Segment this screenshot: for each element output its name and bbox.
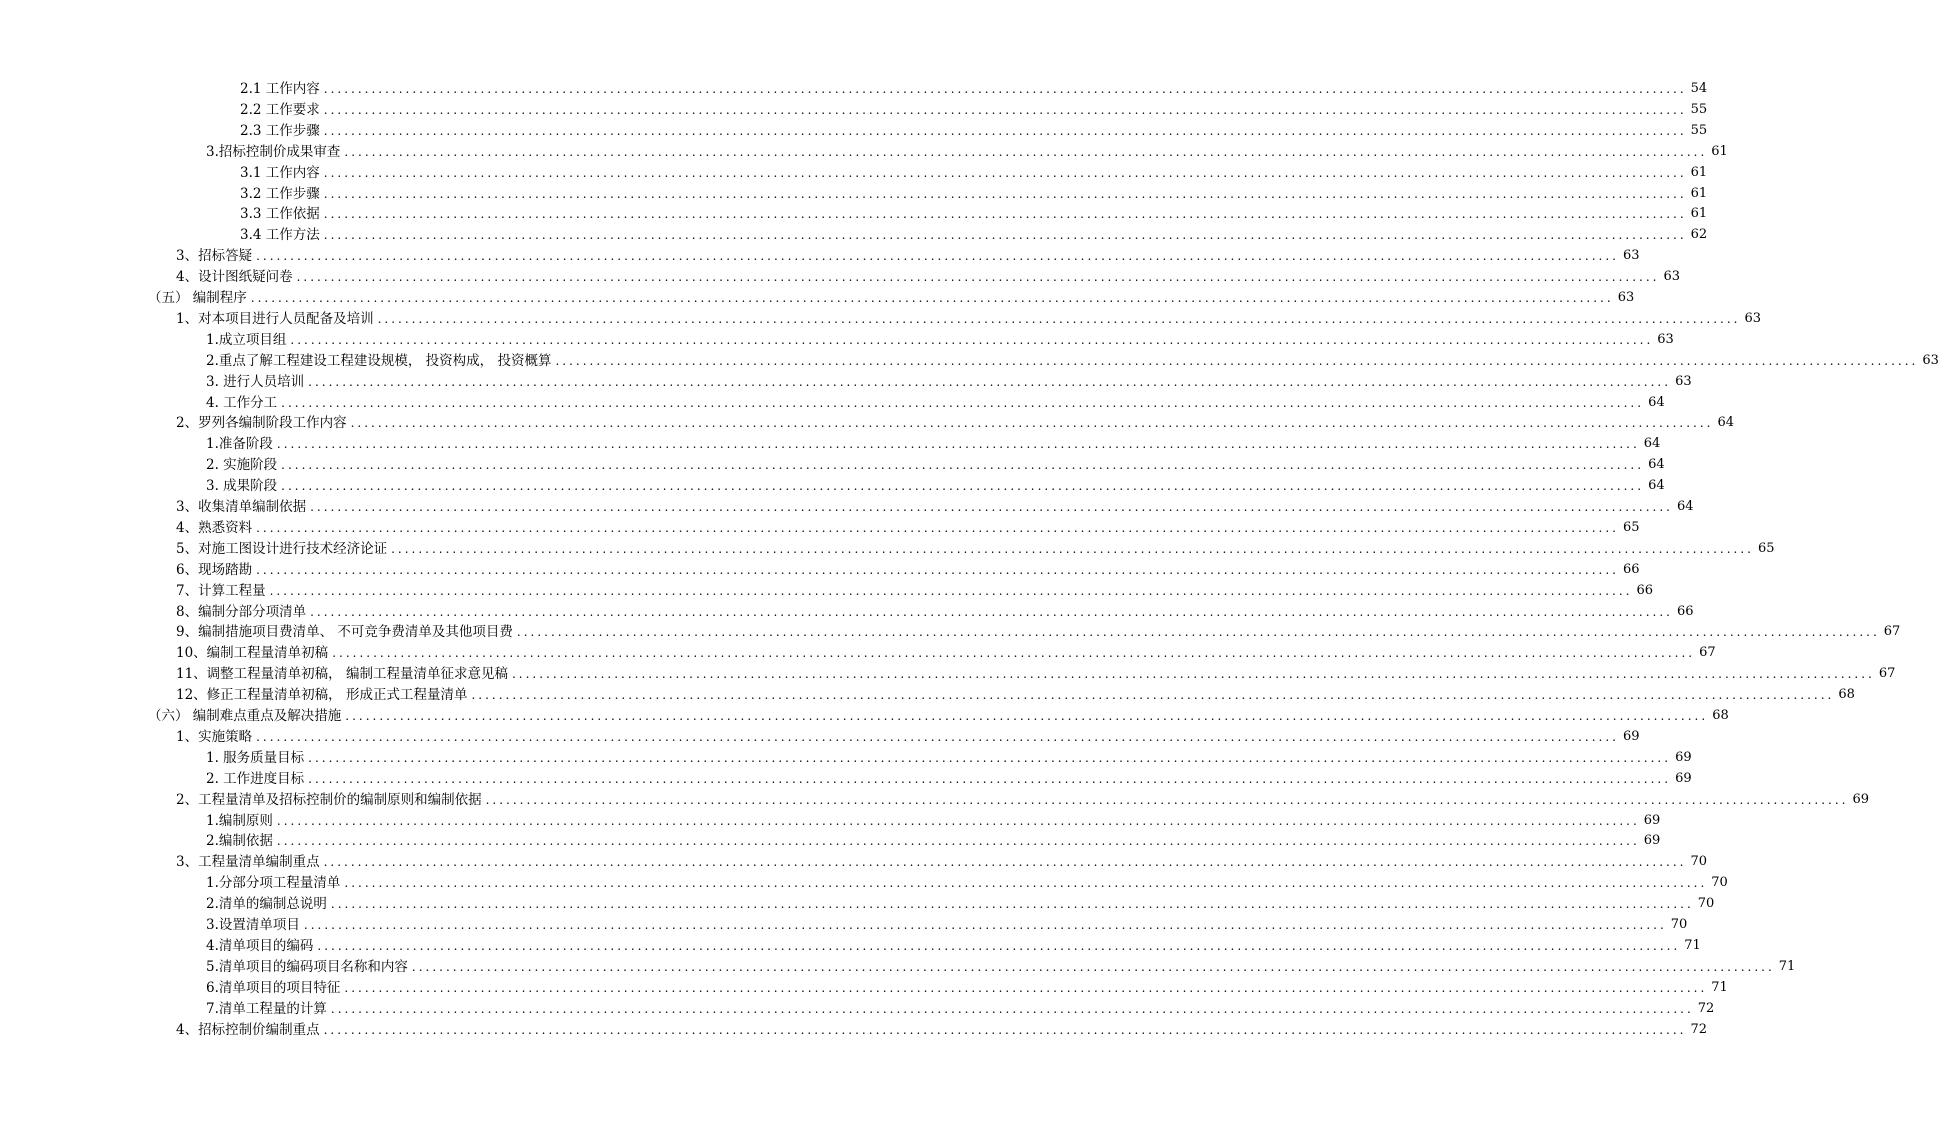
toc-entry-title: 1、对本项目进行人员配备及培训 [176,310,374,327]
toc-dot-leader: ........................................................................................................................................................................................................ [256,729,1619,744]
toc-page-number: 69 [1643,833,1661,849]
toc-entry[interactable] [206,769,1692,789]
toc-entry-title: 1. 服务质量目标 [206,749,305,766]
toc-dot-leader: ........................................................................................................................................................................................................ [332,646,1696,661]
toc-dot-leader: ........................................................................................................................................................................................................ [323,1022,1687,1037]
toc-entry-title: 4、熟悉资料 [176,519,253,536]
toc-entry-title: 2.清单的编制总说明 [206,896,327,913]
toc-page-number: 62 [1690,227,1708,243]
toc-entry[interactable] [206,811,1661,831]
toc-entry-title: 1、实施策略 [176,728,253,745]
toc-dot-leader: ........................................................................................................................................................................................................ [303,918,1667,932]
toc-entry-title: 3. 成果阶段 [206,478,278,495]
toc-page-number: 64 [1643,436,1661,452]
toc-entry-title: 2、罗列各编制阶段工作内容 [176,415,347,432]
toc-dot-leader: ........................................................................................................................................................................................................ [323,207,1687,222]
toc-entry-title: 4.清单项目的编码 [206,937,314,954]
toc-entry[interactable] [176,560,1640,580]
toc-dot-leader: ........................................................................................................................................................................................................ [310,604,1673,619]
toc-dot-leader: ........................................................................................................................................................................................................ [345,709,1709,723]
toc-dot-leader: ........................................................................................................................................................................................................ [323,186,1687,201]
toc-entry-title: 12、修正工程量清单初稿， 形成正式工程量清单 [176,687,468,704]
toc-entry[interactable] [206,957,1796,977]
toc-entry-title: 2.重点了解工程建设工程建设规模， 投资构成， 投资概算 [206,352,552,369]
toc-entry[interactable] [240,100,1708,120]
toc-entry[interactable] [176,1020,1708,1040]
toc-entry[interactable] [176,852,1708,872]
toc-page-number: 54 [1690,81,1708,96]
toc-dot-leader: ........................................................................................................................................................................................................ [256,520,1619,535]
toc-page-number: 66 [1622,561,1640,577]
toc-page-number: 63 [1657,331,1674,347]
toc-page-number: 63 [1622,248,1640,264]
toc-dot-leader: ........................................................................................................................................................................................................ [323,855,1687,870]
toc-dot-leader: ........................................................................................................................................................................................................ [308,750,1672,765]
toc-entry-title: 4. 工作分工 [206,394,278,411]
toc-entry[interactable] [148,706,1729,726]
toc-dot-leader: ........................................................................................................................................................................................................ [411,959,1775,974]
toc-dot-leader: ........................................................................................................................................................................................................ [377,311,1741,326]
toc-page-number: 71 [1778,958,1796,974]
toc-dot-leader: ........................................................................................................................................................................................................ [330,1001,1694,1016]
toc-page-number: 70 [1697,896,1715,912]
toc-entry-title: 2. 工作进度目标 [206,770,305,787]
toc-page-number: 61 [1690,185,1708,201]
toc-entry-title: 9、编制措施项目费清单、 不可竞争费清单及其他项目费 [176,624,513,641]
toc-entry[interactable] [206,873,1728,893]
toc-entry-title: 1.准备阶段 [206,436,273,453]
toc-entry-title: 2.3 工作步骤 [240,122,320,139]
toc-entry[interactable] [240,225,1708,245]
toc-page-number: 69 [1852,791,1870,807]
toc-dot-leader: ........................................................................................................................................................................................................ [391,541,1754,556]
toc-entry-title: 3. 进行人员培训 [206,373,305,390]
toc-page-number: 63 [1675,373,1692,389]
toc-dot-leader: ........................................................................................................................................................................................................ [250,291,1614,305]
toc-page-number: 61 [1690,206,1708,222]
toc-entry-title: 6、现场踏勘 [176,561,253,578]
toc-entry-title: （六） 编制难点重点及解决措施 [148,708,342,724]
toc-entry-title: 2.1 工作内容 [240,81,320,97]
toc-entry[interactable] [206,978,1728,998]
toc-page-number: 72 [1690,1021,1708,1037]
toc-dot-leader: ........................................................................................................................................................................................................ [555,353,1919,368]
toc-entry[interactable] [176,267,1681,287]
toc-entry-title: 3.4 工作方法 [240,227,320,244]
toc-entry-title: 2.编制依据 [206,833,273,850]
toc-entry-title: 5、对施工图设计进行技术经济论证 [176,540,388,557]
toc-dot-leader: ........................................................................................................................................................................................................ [276,813,1640,828]
toc-page-number: 69 [1675,770,1692,786]
toc-page-number: 66 [1636,582,1654,598]
toc-dot-leader: ........................................................................................................................................................................................................ [350,416,1714,431]
toc-dot-leader: ........................................................................................................................................................................................................ [269,583,1633,598]
toc-entry[interactable] [176,497,1694,517]
toc-entry[interactable] [206,748,1692,768]
toc-entry-title: 2、工程量清单及招标控制价的编制原则和编制依据 [176,791,482,808]
toc-entry-title: 3、工程量清单编制重点 [176,854,320,871]
toc-page-number: 65 [1757,540,1775,556]
toc-page-number: 64 [1717,415,1735,431]
toc-entry-title: 4、设计图纸疑问卷 [176,269,293,286]
toc-page-number: 67 [1883,624,1901,640]
toc-entry[interactable] [206,372,1692,392]
toc-dot-leader: ........................................................................................................................................................................................................ [323,82,1687,96]
toc-entry-title: 6.清单项目的项目特征 [206,979,341,996]
toc-entry[interactable] [176,581,1654,601]
toc-entry[interactable] [206,894,1715,914]
toc-entry[interactable] [176,664,1896,684]
toc-page-number: 69 [1643,812,1661,828]
toc-entry[interactable] [176,602,1694,622]
toc-page-number: 70 [1670,917,1688,932]
toc-page-number: 66 [1676,603,1694,619]
toc-page-number: 55 [1690,122,1708,138]
toc-page-number: 65 [1622,519,1640,535]
toc-entry[interactable] [206,142,1728,162]
toc-entry[interactable] [206,393,1665,413]
toc-entry-title: 7、计算工程量 [176,582,266,599]
toc-entry-title: 3、收集清单编制依据 [176,499,307,515]
toc-dot-leader: ........................................................................................................................................................................................................ [281,479,1645,494]
toc-entry[interactable] [240,121,1708,141]
toc-page-number: 70 [1711,875,1728,891]
toc-entry-title: 1.编制原则 [206,812,273,829]
toc-entry[interactable] [176,643,1716,663]
toc-page-number: 64 [1648,394,1665,410]
toc-entry-title: 3.招标控制价成果审查 [206,143,341,160]
toc-page-number: 69 [1622,728,1640,744]
toc-page-number: 69 [1675,749,1692,765]
toc-entry[interactable] [176,622,1901,642]
toc-entry[interactable] [148,288,1635,308]
toc-entry[interactable] [206,831,1661,851]
toc-page-number: 63 [1663,269,1681,285]
toc-page-number: 63 [1922,352,1939,368]
toc-dot-leader: ........................................................................................................................................................................................................ [485,792,1849,807]
toc-entry[interactable] [176,685,1855,705]
toc-entry-title: 1.成立项目组 [206,331,287,348]
toc-entry-title: 3.2 工作步骤 [240,185,320,202]
toc-entry[interactable] [206,330,1674,350]
toc-page-number: 72 [1697,1000,1715,1016]
toc-dot-leader: ........................................................................................................................................................................................................ [323,165,1687,180]
toc-dot-leader: ........................................................................................................................................................................................................ [471,688,1835,703]
toc-dot-leader: ........................................................................................................................................................................................................ [323,102,1687,117]
toc-entry-title: 7.清单工程量的计算 [206,1000,327,1017]
toc-page-number: 64 [1648,457,1665,473]
toc-entry[interactable] [176,790,1870,810]
toc-page-number: 63 [1744,310,1762,326]
toc-entry[interactable] [176,539,1775,559]
toc-dot-leader: ........................................................................................................................................................................................................ [317,938,1681,953]
toc-page-number: 67 [1878,666,1896,682]
toc-page-number: 64 [1676,499,1694,514]
toc-dot-leader: ........................................................................................................................................................................................................ [330,897,1694,912]
toc-entry[interactable] [240,163,1708,183]
toc-entry-title: 2.2 工作要求 [240,101,320,118]
toc-page-number: 71 [1711,979,1728,995]
toc-entry[interactable] [206,434,1661,454]
toc-dot-leader: ........................................................................................................................................................................................................ [344,876,1708,891]
toc-entry[interactable] [206,936,1701,956]
toc-page-number: 55 [1690,101,1708,117]
toc-dot-leader: ........................................................................................................................................................................................................ [323,123,1687,138]
toc-page-number: 70 [1690,854,1708,870]
toc-page-number: 68 [1712,708,1729,723]
toc-dot-leader: ........................................................................................................................................................................................................ [256,562,1619,577]
toc-page-number: 64 [1648,478,1665,494]
toc-entry-title: 5.清单项目的编码项目名称和内容 [206,958,408,975]
toc-entry[interactable] [206,455,1665,475]
toc-dot-leader: ........................................................................................................................................................................................................ [281,458,1645,473]
toc-dot-leader: ........................................................................................................................................................................................................ [511,667,1875,682]
toc-entry[interactable] [176,727,1640,747]
toc-page-number: 71 [1684,937,1701,953]
toc-entry[interactable] [176,518,1640,538]
toc-dot-leader: ........................................................................................................................................................................................................ [290,332,1654,347]
toc-entry-title: （五） 编制程序 [148,290,247,306]
toc-entry[interactable] [206,476,1665,496]
toc-dot-leader: ........................................................................................................................................................................................................ [296,270,1660,285]
toc-entry-title: 2. 实施阶段 [206,457,278,474]
toc-dot-leader: ........................................................................................................................................................................................................ [256,249,1619,264]
toc-entry-title: 10、编制工程量清单初稿 [176,645,329,662]
toc-dot-leader: ........................................................................................................................................................................................................ [344,980,1708,995]
toc-dot-leader: ........................................................................................................................................................................................................ [276,834,1640,849]
toc-entry-title: 3.3 工作依据 [240,206,320,223]
toc-dot-leader: ........................................................................................................................................................................................................ [308,771,1672,786]
toc-entry[interactable] [206,351,1939,371]
toc-entry[interactable] [240,79,1708,99]
toc-entry-title: 3.设置清单项目 [206,917,300,933]
toc-page-number: 63 [1617,290,1635,305]
toc-entry[interactable] [176,246,1640,266]
toc-entry[interactable] [176,309,1762,329]
toc-dot-leader: ........................................................................................................................................................................................................ [310,500,1673,514]
toc-dot-leader: ........................................................................................................................................................................................................ [276,437,1640,452]
toc-dot-leader: ........................................................................................................................................................................................................ [516,625,1880,640]
toc-dot-leader: ........................................................................................................................................................................................................ [308,374,1672,389]
toc-page-number: 67 [1699,645,1716,661]
toc-entry[interactable] [240,184,1708,204]
toc-entry-title: 4、招标控制价编制重点 [176,1021,320,1038]
toc-entry[interactable] [240,204,1708,224]
toc-page-number: 61 [1690,164,1708,180]
toc-entry-title: 8、编制分部分项清单 [176,603,307,620]
toc-entry[interactable] [206,999,1715,1019]
toc-entry-title: 3.1 工作内容 [240,164,320,181]
toc-entry-title: 11、调整工程量清单初稿， 编制工程量清单征求意见稿 [176,666,508,683]
toc-page-number: 68 [1838,687,1855,703]
toc-entry[interactable] [206,915,1688,935]
toc-dot-leader: ........................................................................................................................................................................................................ [281,395,1645,410]
toc-page-number: 61 [1711,143,1728,159]
toc-dot-leader: ........................................................................................................................................................................................................ [344,144,1708,159]
toc-dot-leader: ........................................................................................................................................................................................................ [323,228,1687,243]
toc-entry[interactable] [176,413,1735,433]
toc-entry-title: 1.分部分项工程量清单 [206,875,341,892]
toc-entry-title: 3、招标答疑 [176,248,253,265]
